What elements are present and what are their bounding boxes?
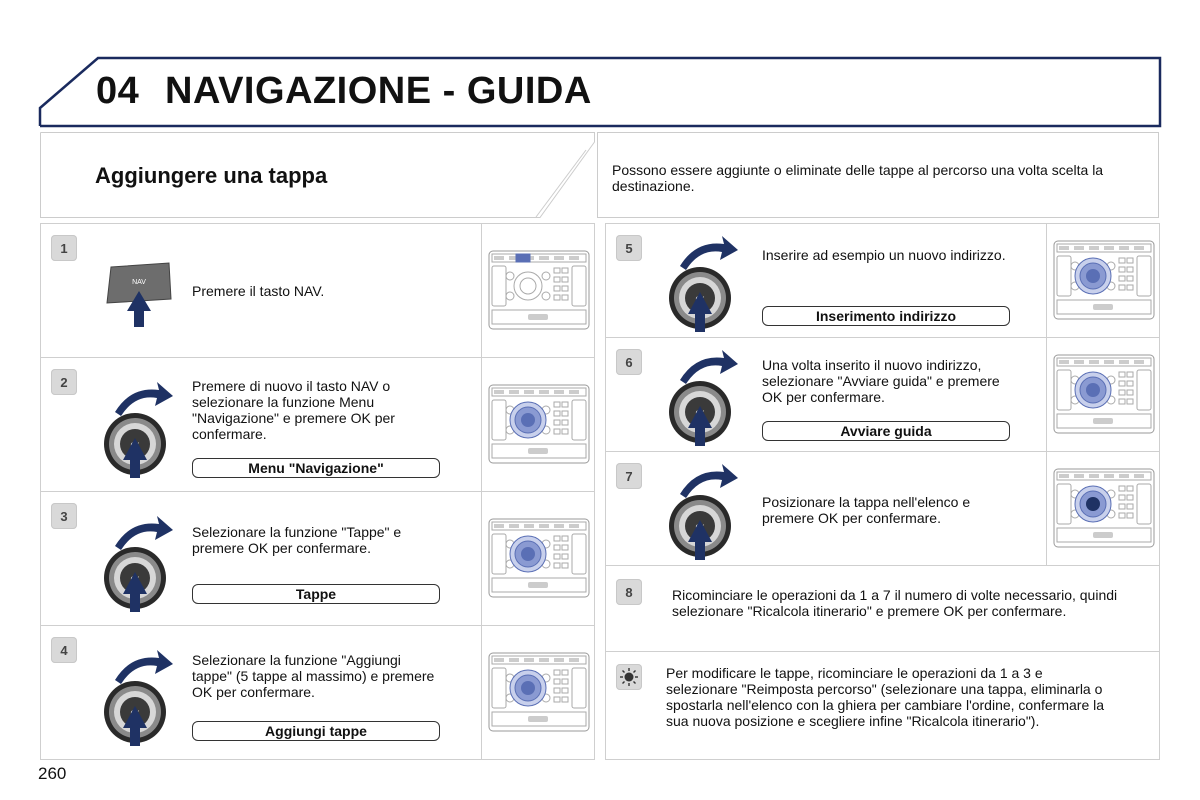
dial-icon [666,454,746,564]
step-panel-7 [605,451,1160,566]
step-text-6: Una volta inserito il nuovo indirizzo, selezionare "Avviare guida" e premere OK per confermare. [762,357,1000,405]
tip-panel [605,651,1160,760]
screen-thumbnail-1 [481,224,595,357]
intro-text: Possono essere aggiunte o eliminate delle tappe al percorso una volta scelta la destinazione. [612,162,1104,194]
menu-label-4: Aggiungi tappe [192,721,440,741]
step-text-3: Selezionare la funzione "Tappe" e premere OK per confermare. [192,524,402,556]
step-panel-2 [40,357,595,492]
screen-thumbnail-6 [1046,338,1160,451]
step-number-7: 7 [616,463,642,489]
page-title: NAVIGAZIONE - GUIDA [165,70,592,112]
step-panel-1 [40,223,595,358]
step-number-4: 4 [51,637,77,663]
screen-thumbnail-7 [1046,452,1160,565]
step-panel-8 [605,565,1160,652]
section-title: Aggiungere una tappa [95,163,328,188]
dial-icon [101,372,181,482]
step-number-6: 6 [616,349,642,375]
chapter-number: 04 [96,70,140,112]
menu-label-3: Tappe [192,584,440,604]
step-text-4: Selezionare la funzione "Aggiungi tappe" (5 tappe al massimo) e premere OK per confermare. [192,652,435,700]
intro-box [597,132,1159,218]
step-panel-4 [40,625,595,760]
lightbulb-icon [616,664,642,690]
step-number-5: 5 [616,235,642,261]
page-number: 260 [38,764,67,783]
nav-key-icon [101,259,191,339]
menu-label-2: Menu "Navigazione" [192,458,440,478]
tip-text: Per modificare le tappe, ricominciare le operazioni da 1 a 3 e selezionare "Reimposta percorso" (selezionare una tappa, eliminarla o spostarla nell'elenco con la ghiera per cambiare l'ordine, confermare la sua nuova posizione e scegliere infine "Ricalcola itinerario"). [666,665,1105,729]
step-panel-3 [40,491,595,626]
step-text-2: Premere di nuovo il tasto NAV o selezionare la funzione Menu "Navigazione" e premere OK per confermare. [192,378,395,442]
screen-thumbnail-2 [481,358,595,491]
step-number-3: 3 [51,503,77,529]
menu-label-6: Avviare guida [762,421,1010,441]
step-panel-6 [605,337,1160,452]
screen-thumbnail-5 [1046,224,1160,337]
step-text-1: Premere il tasto NAV. [192,283,325,299]
dial-icon [101,640,181,750]
section-title-box [40,132,595,218]
step-panel-5 [605,223,1160,338]
dial-icon [666,226,746,336]
step-text-7: Posizionare la tappa nell'elenco e premere OK per confermare. [762,494,971,526]
step-number-8: 8 [616,579,642,605]
screen-thumbnail-3 [481,492,595,625]
step-text-5: Inserire ad esempio un nuovo indirizzo. [762,247,1006,263]
menu-label-5: Inserimento indirizzo [762,306,1010,326]
screen-thumbnail-4 [481,626,595,759]
step-number-1: 1 [51,235,77,261]
nav-key-label: NAV [132,279,146,286]
dial-icon [666,340,746,450]
step-text-8: Ricominciare le operazioni da 1 a 7 il numero di volte necessario, quindi selezionare "Ricalcola itinerario" e premere OK per confermare. [672,587,1118,619]
page-header [0,0,1200,130]
step-number-2: 2 [51,369,77,395]
dial-icon [101,506,181,616]
